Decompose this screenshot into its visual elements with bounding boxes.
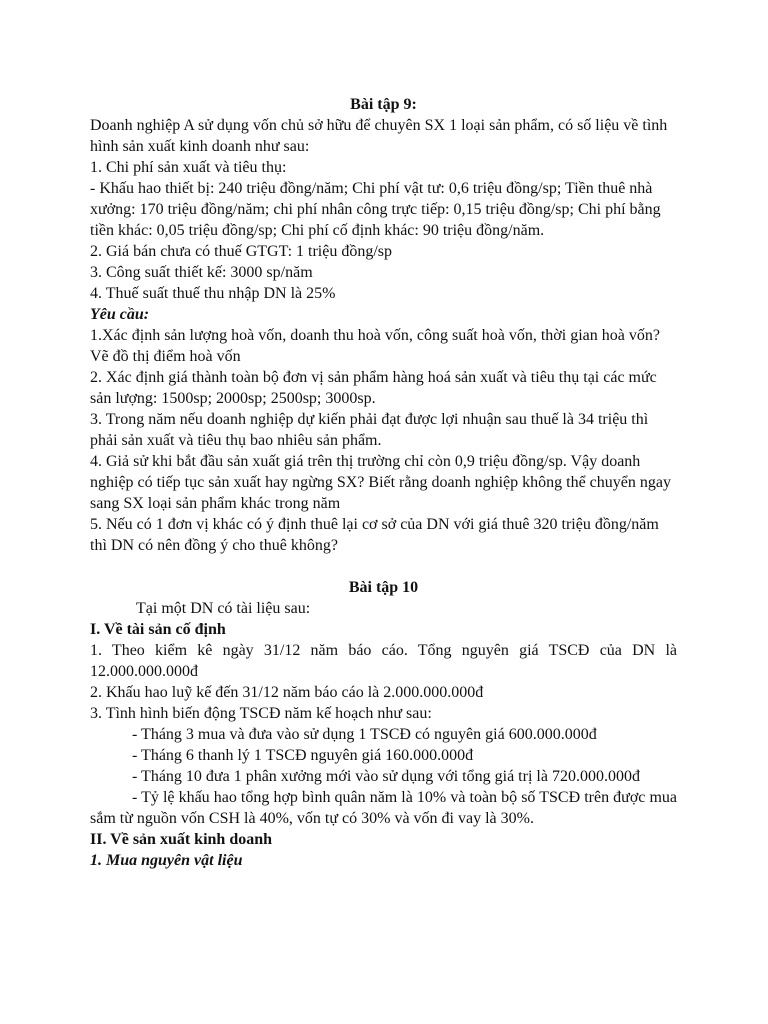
exercise-10-intro: Tại một DN có tài liệu sau:	[136, 600, 311, 617]
document-page	[90, 94, 677, 871]
exercise-9-requirement-4: 4. Giả sử khi bắt đầu sản xuất giá trên thị trường chỉ còn 0,9 triệu đồng/sp. Vậy doanh nghiệp có tiếp tục sản xuất hay ngừng SX? Biết rằng doanh nghiệp không thể chuyển ngay sang SX loại sản phẩm khác trong năm	[90, 453, 671, 512]
exercise-9-title: Bài tập 9:	[350, 96, 417, 113]
exercise-9-item-4: 4. Thuế suất thuế thu nhập DN là 25%	[90, 285, 336, 302]
exercise-10-section-1-sub-4: - Tỷ lệ khấu hao tổng hợp bình quân năm là 10% và toàn bộ số TSCĐ trên được mua sắm từ nguồn vốn CSH là 40%, vốn tự có 30% và vốn đi vay là 30%.	[90, 789, 677, 827]
exercise-10-section-1-sub-3: - Tháng 10 đưa 1 phân xưởng mới vào sử dụng với tổng giá trị là 720.000.000đ	[132, 768, 640, 785]
exercise-10-section-2-sub-1: 1. Mua nguyên vật liệu	[90, 852, 243, 869]
exercise-9-requirement-2: 2. Xác định giá thành toàn bộ đơn vị sản phẩm hàng hoá sản xuất và tiêu thụ tại các mức sản lượng: 1500sp; 2000sp; 2500sp; 3000sp.	[90, 369, 657, 407]
exercise-9-requirement-1: 1.Xác định sản lượng hoà vốn, doanh thu hoà vốn, công suất hoà vốn, thời gian hoà vốn? Vẽ đồ thị điểm hoà vốn	[90, 327, 660, 365]
exercise-10-section-1-item-1: 1. Theo kiểm kê ngày 31/12 năm báo cáo. Tổng nguyên giá TSCĐ của DN là 12.000.000.000đ	[90, 642, 677, 680]
exercise-10-section-1-item-2: 2. Khấu hao luỹ kế đến 31/12 năm báo cáo là 2.000.000.000đ	[90, 684, 484, 701]
exercise-9-requirements-heading: Yêu cầu:	[90, 306, 150, 323]
exercise-10-section-1-sub-1: - Tháng 3 mua và đưa vào sử dụng 1 TSCĐ có nguyên giá 600.000.000đ	[132, 726, 597, 743]
exercise-9-item-1-heading: 1. Chi phí sản xuất và tiêu thụ:	[90, 159, 287, 176]
exercise-10-section-1-item-3: 3. Tình hình biến động TSCĐ năm kế hoạch như sau:	[90, 705, 432, 722]
exercise-10-section-2-heading: II. Về sản xuất kinh doanh	[90, 831, 273, 848]
exercise-9-requirement-5: 5. Nếu có 1 đơn vị khác có ý định thuê lại cơ sở của DN với giá thuê 320 triệu đồng/năm thì DN có nên đồng ý cho thuê không?	[90, 516, 659, 554]
exercise-9-intro: Doanh nghiệp A sử dụng vốn chủ sở hữu để chuyên SX 1 loại sản phẩm, có số liệu về tình hình sản xuất kinh doanh như sau:	[90, 117, 668, 155]
exercise-9-requirement-3: 3. Trong năm nếu doanh nghiệp dự kiến phải đạt được lợi nhuận sau thuế là 34 triệu thì phải sản xuất và tiêu thụ bao nhiêu sản phẩm.	[90, 411, 649, 449]
section-spacer	[90, 556, 677, 577]
exercise-10-section-1-sub-2: - Tháng 6 thanh lý 1 TSCĐ nguyên giá 160.000.000đ	[132, 747, 474, 764]
exercise-10-title: Bài tập 10	[348, 579, 419, 596]
exercise-9-item-2: 2. Giá bán chưa có thuế GTGT: 1 triệu đồng/sp	[90, 243, 393, 260]
exercise-9-item-1-detail: - Khấu hao thiết bị: 240 triệu đồng/năm; Chi phí vật tư: 0,6 triệu đồng/sp; Tiền thuê nhà xưởng: 170 triệu đồng/năm; chi phí nhân công trực tiếp: 0,15 triệu đồng/sp; Chi phí bằng tiền khác: 0,05 triệu đồng/sp; Chi phí cố định khác: 90 triệu đồng/năm.	[90, 180, 661, 239]
exercise-10-section-1-heading: I. Về tài sản cố định	[90, 621, 226, 638]
exercise-9-item-3: 3. Công suất thiết kế: 3000 sp/năm	[90, 264, 313, 281]
